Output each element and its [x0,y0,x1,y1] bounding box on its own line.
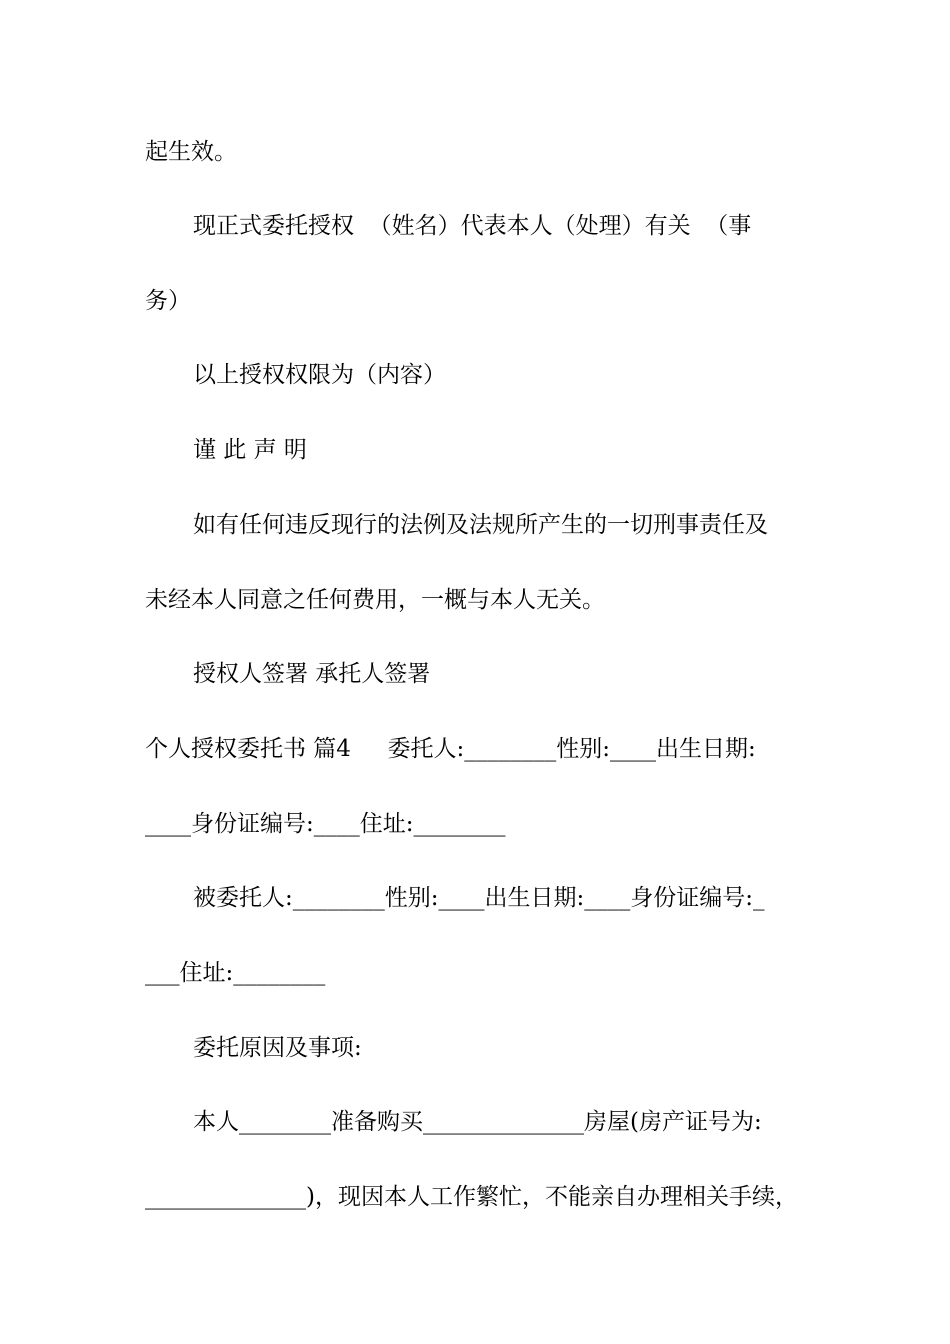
paragraph-line: 本人________准备购买______________房屋(房产证号为: [193,1109,762,1135]
paragraph-line: 起生效。 [145,139,237,165]
paragraph-line: 未经本人同意之任何费用，一概与本人无关。 [145,587,605,613]
paragraph-line: 如有任何违反现行的法例及法规所产生的一切刑事责任及 [193,512,768,538]
paragraph-line: 委托原因及事项: [193,1035,362,1061]
paragraph-line: 授权人签署 承托人签署 [193,661,431,687]
paragraph-line: ____身份证编号:____住址:________ [145,811,506,837]
paragraph-line: 谨 此 声 明 [193,437,307,463]
paragraph-line: 以上授权权限为（内容） [193,362,446,388]
paragraph-line: 现正式委托授权 （姓名）代表本人（处理）有关 （事 [193,213,752,239]
paragraph-line: ______________)，现因本人工作繁忙，不能亲自办理相关手续， [145,1184,798,1210]
paragraph-line: ___住址:________ [145,960,326,986]
paragraph-line: 务） [145,288,191,314]
paragraph-line: 被委托人:________性别:____出生日期:____身份证编号:_ [193,885,765,911]
section-heading-line: 个人授权委托书 篇4 委托人:________性别:____出生日期: [145,736,756,762]
